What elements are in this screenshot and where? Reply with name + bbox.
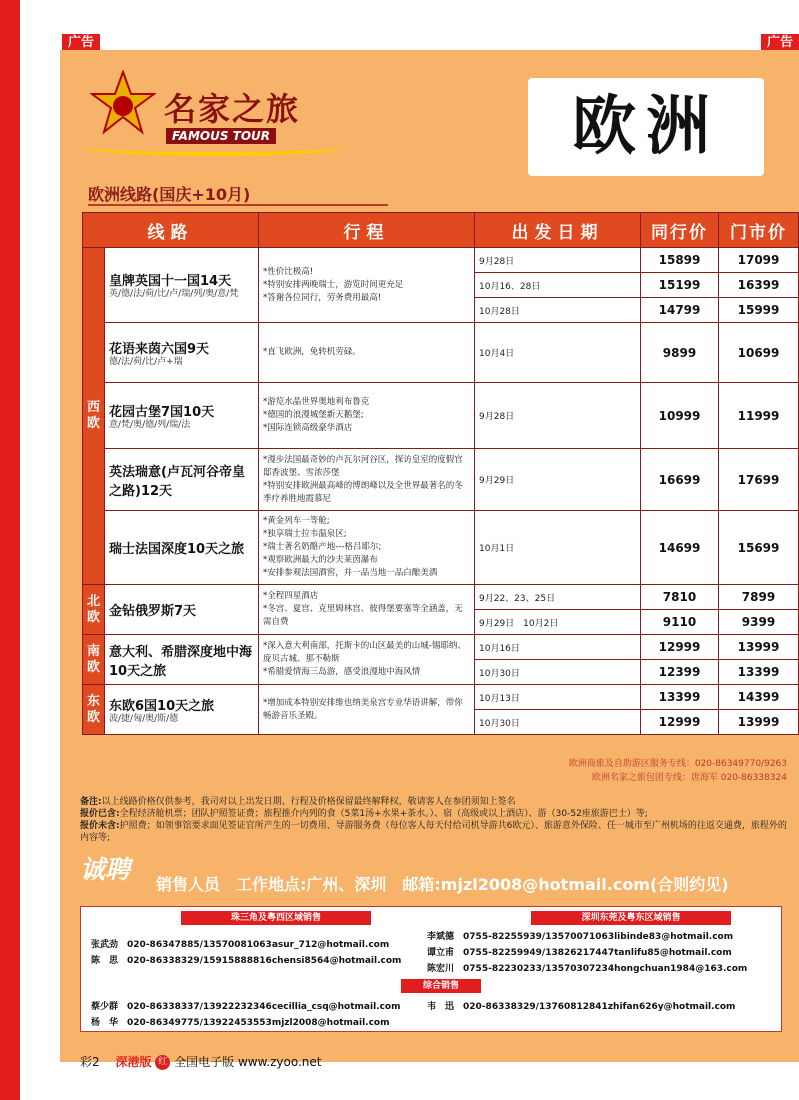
header-itinerary: 行程 [259,213,475,248]
itinerary-cell [259,685,475,735]
itinerary-line: *特别安排欧洲最高峰的博朗峰以及全世界最著名的冬季疗养胜地霞慕尼 [263,480,463,504]
route-countries: 英/德/法/荷/比/卢/瑞/列/奥/意/梵 [109,289,239,299]
company-logo [84,68,404,168]
route-name: 东欧6国10天之旅 [109,698,215,714]
sales-name: 谭立甫 [427,948,455,958]
itinerary-line: *漫步法国最奇妙的卢瓦尔河谷区，探访皇室的度假官邸香波堡、雪浓莎堡 [263,454,463,478]
header-peer-price: 同行价 [641,213,719,248]
footer-page: 彩2 [80,1055,100,1069]
itinerary-line: *国际连锁高级豪华酒店 [263,423,353,433]
itinerary-cell [259,585,475,635]
note-remark [80,796,790,808]
peer-price: 10999 [641,383,719,449]
sales-person [91,953,401,966]
route-name: 皇牌英国十一国14天 [109,274,232,289]
route-name: 花语来茵六国9天 [109,341,210,357]
general-sales-label: 综合销售 [401,979,481,993]
route-cell [105,383,259,449]
peer-price: 13399 [641,685,719,710]
retail-price: 7899 [719,585,799,610]
sales-contacts-box [80,906,782,1032]
peer-price: 14699 [641,511,719,585]
route-cell [105,511,259,585]
itinerary-line: *全程四星酒店 [263,591,319,601]
page-title: 欧洲 [528,78,764,176]
departure-date: 10月30日 [475,710,641,735]
route-name: 金钻俄罗斯7天 [109,604,197,619]
table-header-row [83,213,799,248]
header-route: 线路 [83,213,259,248]
retail-price: 15999 [719,298,799,323]
retail-price: 9399 [719,610,799,635]
itinerary-line: *冬宫、夏宫、克里姆林宫、彼得堡要塞等全涵盖，无需自费 [263,604,463,627]
ad-label-right: 广告 [761,34,799,52]
retail-price: 17099 [719,248,799,273]
itinerary-line: *增加成本特别安排维也纳美泉宫专业华语讲解，带你畅游音乐圣殿。 [263,697,463,721]
departure-date: 10月16日 [475,635,641,660]
sales-info: 020-86347885/13570081063asur_712@hotmail.com [127,940,390,950]
logo-swoosh [84,138,344,156]
footer-badge: 红 [155,1055,170,1070]
itinerary-cell [259,323,475,383]
sales-person [91,999,400,1012]
peer-price: 16699 [641,449,719,511]
hiring-title: 诚聘 [80,855,131,884]
departure-date: 10月30日 [475,660,641,685]
note-excluded-text: 护照费；如领事馆要求面见签证官所产生的一切费用、导游服务费（每位客人每天付给司机导游共6欧元）、旅游意外保险、任一城市至广州机场的往返交通费，旅程外的内容等; [80,821,787,843]
sales-info: 0755-82230233/13570307234hongchuan1984@163.com [463,964,748,974]
route-cell [105,323,259,383]
left-red-strip [0,0,20,1100]
sales-person [427,999,735,1012]
departure-date: 10月13日 [475,685,641,710]
retail-price: 13999 [719,635,799,660]
sales-info: 0755-82255939/13570071063libinde83@hotmail.com [463,932,734,942]
peer-price: 9899 [641,323,719,383]
retail-price: 14399 [719,685,799,710]
peer-price: 12999 [641,710,719,735]
logo-english-name: FAMOUS TOUR [166,128,276,144]
sales-person [427,929,733,942]
route-subtitle: 欧洲线路(国庆+10月) [88,185,251,204]
subtitle-underline [88,204,388,206]
contact-line-1: 欧洲商旅及自助游区服务专线：020-86349770/9263 [568,759,787,769]
itinerary-line: *游览水晶世界奥地利布鲁克 [263,397,370,407]
table-row [83,449,799,511]
peer-price: 15199 [641,273,719,298]
sales-name: 韦 迅 [427,1002,455,1012]
itinerary-line: *观察欧洲最大的沙夫莱茵瀑布 [263,555,378,565]
itinerary-cell [259,511,475,585]
tour-price-table [82,212,799,735]
sales-name: 蔡少群 [91,1002,119,1012]
note-excluded [80,820,790,844]
note-included-text: 全程经济舱机票；团队护照签证费；旅程推介内列的食（5菜1汤+水果+茶水。）、宿（高级或以上酒店）、游（30-52座旅游巴士）等; [119,809,648,819]
sales-person [91,937,389,950]
logo-chinese-name: 名家之旅 [164,90,301,128]
route-name: 意大利、希腊深度地中海10天之旅 [109,644,253,679]
itinerary-line: *直飞欧洲，免转机劳碌。 [263,347,361,357]
departure-date: 10月28日 [475,298,641,323]
route-countries: 波/捷/匈/奥/斯/德 [109,713,179,724]
peer-price: 14799 [641,298,719,323]
departure-date: 9月29日 10月2日 [475,610,641,635]
retail-price: 10699 [719,323,799,383]
retail-price: 16399 [719,273,799,298]
footer-site: 全国电子版 www.zyoo.net [174,1055,322,1069]
ad-label-left: 广告 [62,34,100,52]
route-cell [105,685,259,735]
sales-name: 杨 华 [91,1018,119,1028]
itinerary-line: *希腊爱情海三岛游，感受浪漫地中海风情 [263,667,421,677]
header-departure: 出发日期 [475,213,641,248]
peer-price: 9110 [641,610,719,635]
sz-sales-label: 深圳东莞及粤东区域销售 [531,911,731,925]
itinerary-line: *答谢各位同行，劳务费用最高! [263,292,382,303]
route-cell [105,449,259,511]
region-label: 东欧 [83,685,105,735]
route-cell [105,635,259,685]
table-row [83,248,799,273]
ad-panel [60,50,799,1062]
itinerary-cell [259,635,475,685]
itinerary-line: *特别安排两晚瑞士，游览时间更充足 [263,279,404,290]
sales-info: 020-86349775/13922453553mjzl2008@hotmail.com [127,1018,390,1028]
table-row [83,685,799,710]
table-row [83,383,799,449]
departure-date: 10月4日 [475,323,641,383]
sales-info: 020-86338337/13922232346cecillia_csq@hotmail.com [127,1002,401,1012]
region-label: 西欧 [83,248,105,585]
note-excluded-label: 报价未含: [80,821,120,831]
peer-price: 15899 [641,248,719,273]
peer-price: 12399 [641,660,719,685]
departure-date: 9月29日 [475,449,641,511]
note-included [80,808,790,820]
notes-block [80,796,790,844]
sales-name: 李斌德 [427,932,455,942]
itinerary-cell [259,383,475,449]
header-retail-price: 门市价 [719,213,799,248]
retail-price: 13999 [719,710,799,735]
route-name: 花园古堡7国10天 [109,404,215,420]
sales-info: 020-86338329/13760812841zhifan626y@hotmail.com [463,1002,736,1012]
route-cell [105,585,259,635]
table-row [83,511,799,585]
star-icon [90,70,156,136]
itinerary-line: *安排参观法国酒窖，并一品当地一品白酿美酒 [263,568,438,578]
sales-info: 020-86338329/15915888816chensi8564@hotmail.com [127,956,402,966]
note-included-label: 报价已含: [80,809,120,819]
sales-name: 陈宏川 [427,964,455,974]
itinerary-line: *深入意大利南部，托斯卡的山区最美的山城-锡耶纳、庞贝古城、那不勒斯 [263,641,466,664]
sales-name: 张武劲 [91,940,119,950]
page-footer [80,1053,322,1070]
zhu-sales-label: 珠三角及粤西区域销售 [181,911,371,925]
sales-info: 0755-82259949/13826217447tanlifu85@hotmail.com [463,948,732,958]
route-countries: 意/梵/奥/德/列/瑞/法 [109,419,191,430]
table-row [83,323,799,383]
departure-date: 10月1日 [475,511,641,585]
itinerary-line: *德国的浪漫城堡新天鹅堡; [263,410,364,420]
peer-price: 7810 [641,585,719,610]
itinerary-line: *独享瑞士拉韦温泉区; [263,529,347,539]
itinerary-line: *瑞士著名奶酪产地---格吕耶尔; [263,542,382,552]
retail-price: 17699 [719,449,799,511]
route-name: 英法瑞意(卢瓦河谷帝皇之路)12天 [109,464,245,499]
sales-person [427,961,747,974]
departure-date: 9月28日 [475,383,641,449]
departure-date: 10月16、28日 [475,273,641,298]
itinerary-line: *性价比极高! [263,266,314,277]
peer-price: 12999 [641,635,719,660]
contact-line-2: 欧洲名家之旅包团专线：唐海军 020-86338324 [591,773,787,783]
table-row [83,635,799,660]
table-row [83,585,799,610]
note-remark-label: 备注: [80,797,102,807]
hiring-text: 销售人员 工作地点:广州、深圳 邮箱:mjzl2008@hotmail.com(合则约见) [156,875,729,894]
sales-person [427,945,732,958]
footer-edition: 深港版 [115,1055,152,1069]
retail-price: 13399 [719,660,799,685]
sales-person [91,1015,390,1028]
region-label: 南欧 [83,635,105,685]
route-cell [105,248,259,323]
departure-date: 9月22、23、25日 [475,585,641,610]
departure-date: 9月28日 [475,248,641,273]
sales-name: 陈 思 [91,956,119,966]
route-name: 瑞士法国深度10天之旅 [109,542,245,557]
itinerary-cell [259,248,475,323]
retail-price: 11999 [719,383,799,449]
retail-price: 15699 [719,511,799,585]
note-remark-text: 以上线路价格仅供参考，我司对以上出发日期、行程及价格保留最终解释权，敬请客人在参团须知上签名 [101,797,516,807]
itinerary-cell [259,449,475,511]
route-countries: 德/法/荷/比/卢+瑞 [109,356,183,367]
itinerary-line: *黄金列车一等舱; [263,516,330,526]
region-label: 北欧 [83,585,105,635]
